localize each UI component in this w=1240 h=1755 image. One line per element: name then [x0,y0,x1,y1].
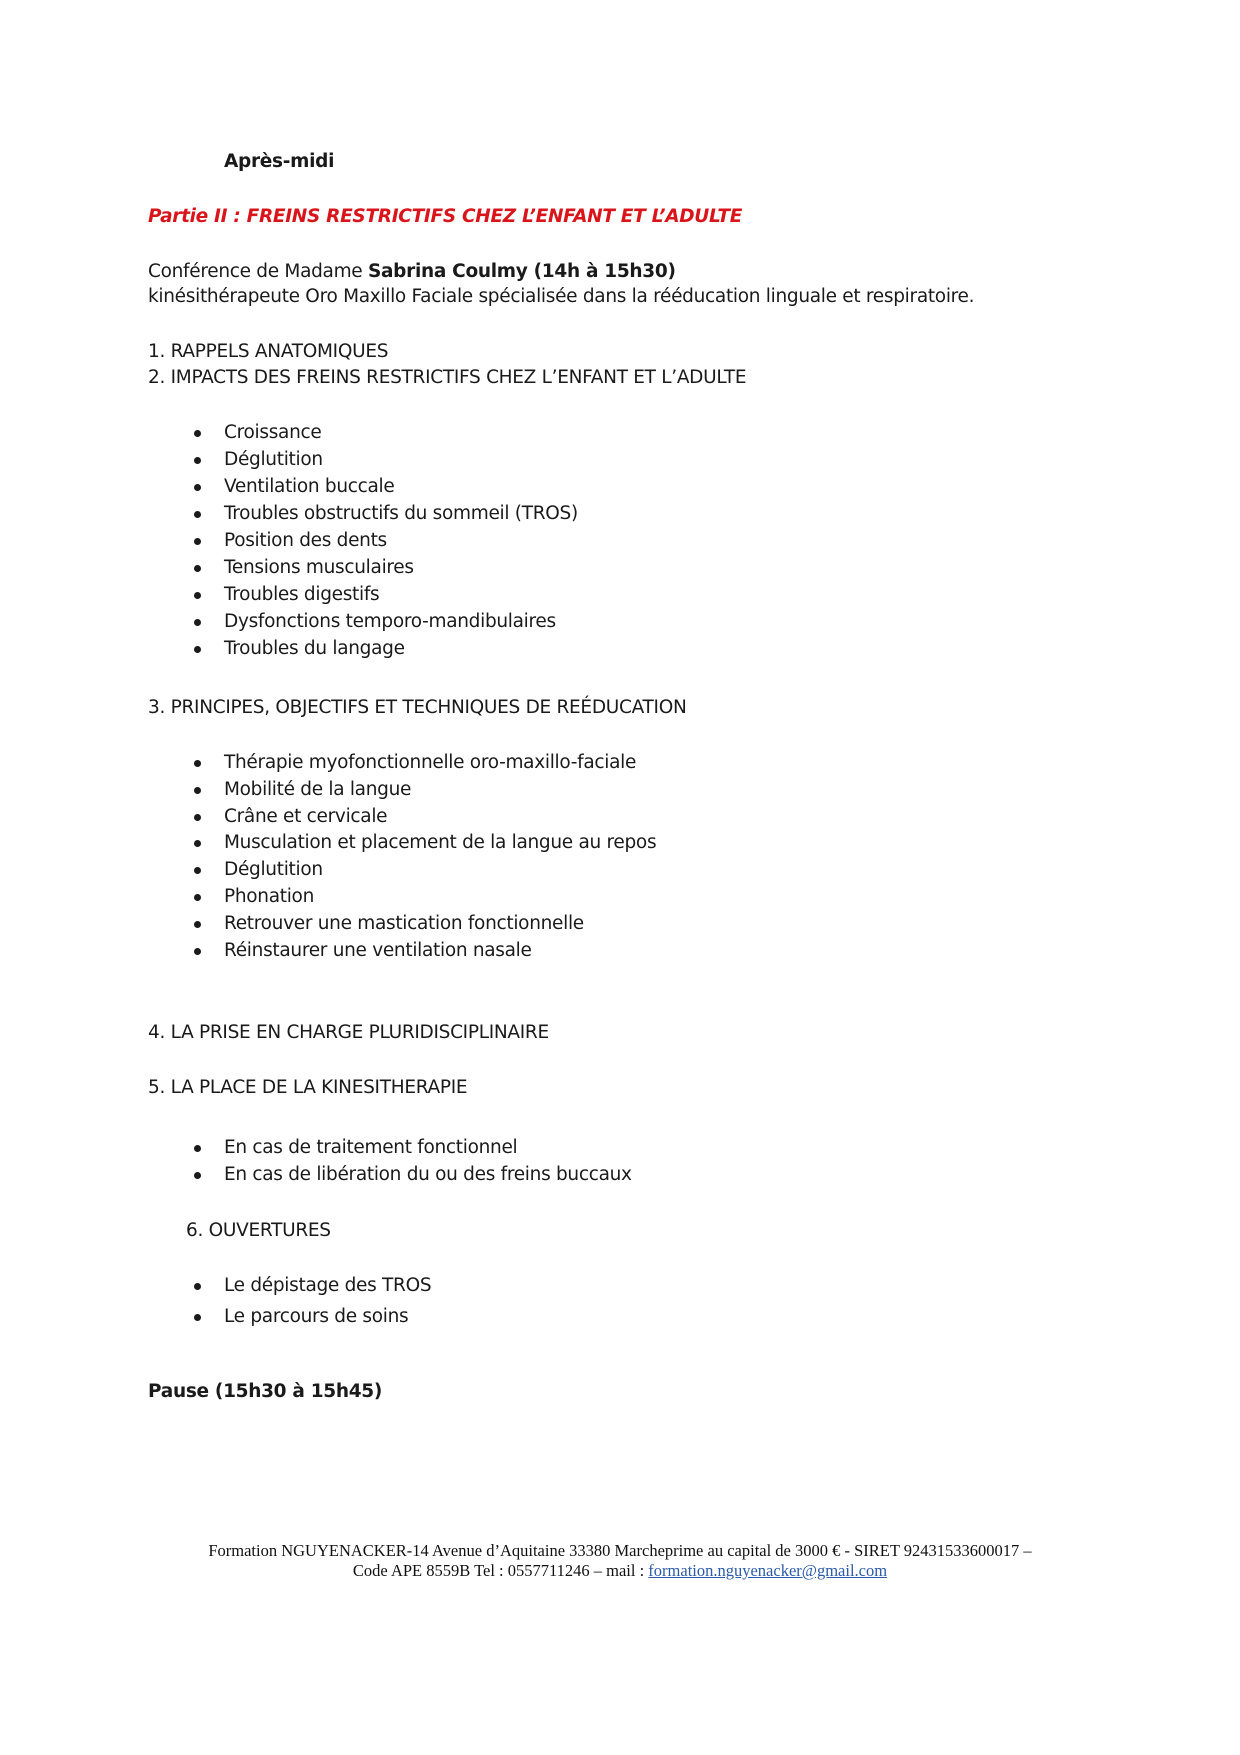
bullet-icon [194,814,201,821]
list-item: Crâne et cervicale [224,805,388,827]
conference-line [148,260,676,284]
bullet-icon [194,867,201,874]
bullet-icon [194,1145,201,1152]
footer-line-1: Formation NGUYENACKER-14 Avenue d’Aquitaine 33380 Marcheprime au capital de 3000 € - SIRET 92431533600017 – [208,1541,1032,1560]
list-item: Déglutition [224,859,323,881]
pause-line: Pause (15h30 à 15h45) [148,1381,383,1402]
section-2: 2. IMPACTS DES FREINS RESTRICTIFS CHEZ L’ENFANT ET L’ADULTE [148,367,747,388]
list-item: Troubles digestifs [224,584,380,605]
list-item: Réinstaurer une ventilation nasale [224,939,532,961]
conference-prefix: Conférence de Madame [148,261,368,282]
bullet-icon [194,457,201,464]
footer-email-link[interactable]: formation.nguyenacker@gmail.com [648,1561,888,1580]
list-item: Le dépistage des TROS [224,1275,432,1296]
bullet-icon [194,1172,201,1179]
list-item: Position des dents [224,530,387,551]
list-item: En cas de libération du ou des freins buccaux [224,1164,632,1185]
bullet-icon [194,1283,201,1290]
bullet-icon [194,430,201,437]
footer-line-2 [0,1561,1240,1581]
afternoon-heading: Après-midi [224,151,335,172]
list-item: Ventilation buccale [224,476,395,497]
bullet-icon [194,787,201,794]
list-item: Le parcours de soins [224,1306,409,1327]
list-item: Thérapie myofonctionnelle oro-maxillo-faciale [224,752,637,773]
bullet-icon [194,592,201,599]
bullet-icon [194,948,201,955]
bullet-icon [194,894,201,901]
bullet-icon [194,565,201,572]
bullet-icon [194,760,201,767]
list-item: Retrouver une mastication fonctionnelle [224,912,584,934]
bullet-icon [194,646,201,653]
list-item: Croissance [224,422,322,443]
bullet-icon [194,921,201,928]
list-item: Déglutition [224,449,323,470]
list-item: Musculation et placement de la langue au repos [224,832,657,854]
footer-contact: Code APE 8559B Tel : 0557711246 – mail : [352,1561,649,1580]
bullet-icon [194,840,201,847]
list-item: Mobilité de la langue [224,778,412,800]
speaker-name: Sabrina Coulmy (14h à 15h30) [367,261,676,282]
section-1: 1. RAPPELS ANATOMIQUES [148,341,389,362]
part-title: Partie II : FREINS RESTRICTIFS CHEZ L’ENFANT ET L’ADULTE [148,206,743,227]
bullet-icon [194,538,201,545]
section-3: 3. PRINCIPES, OBJECTIFS ET TECHNIQUES DE REÉDUCATION [148,697,687,718]
list-item: En cas de traitement fonctionnel [224,1137,518,1158]
speaker-description: kinésithérapeute Oro Maxillo Faciale spécialisée dans la rééducation linguale et respiratoire. [148,286,975,307]
section-5: 5. LA PLACE DE LA KINESITHERAPIE [148,1077,468,1098]
section-4: 4. LA PRISE EN CHARGE PLURIDISCIPLINAIRE [148,1022,549,1043]
list-item: Troubles du langage [224,638,405,659]
bullet-icon [194,619,201,626]
list-item: Troubles obstructifs du sommeil (TROS) [224,503,578,524]
section-6: 6. OUVERTURES [186,1220,331,1241]
bullet-icon [194,1314,201,1321]
list-item: Phonation [224,886,314,907]
list-item: Dysfonctions temporo-mandibulaires [224,611,556,632]
list-item: Tensions musculaires [224,557,414,578]
bullet-icon [194,511,201,518]
bullet-icon [194,484,201,491]
